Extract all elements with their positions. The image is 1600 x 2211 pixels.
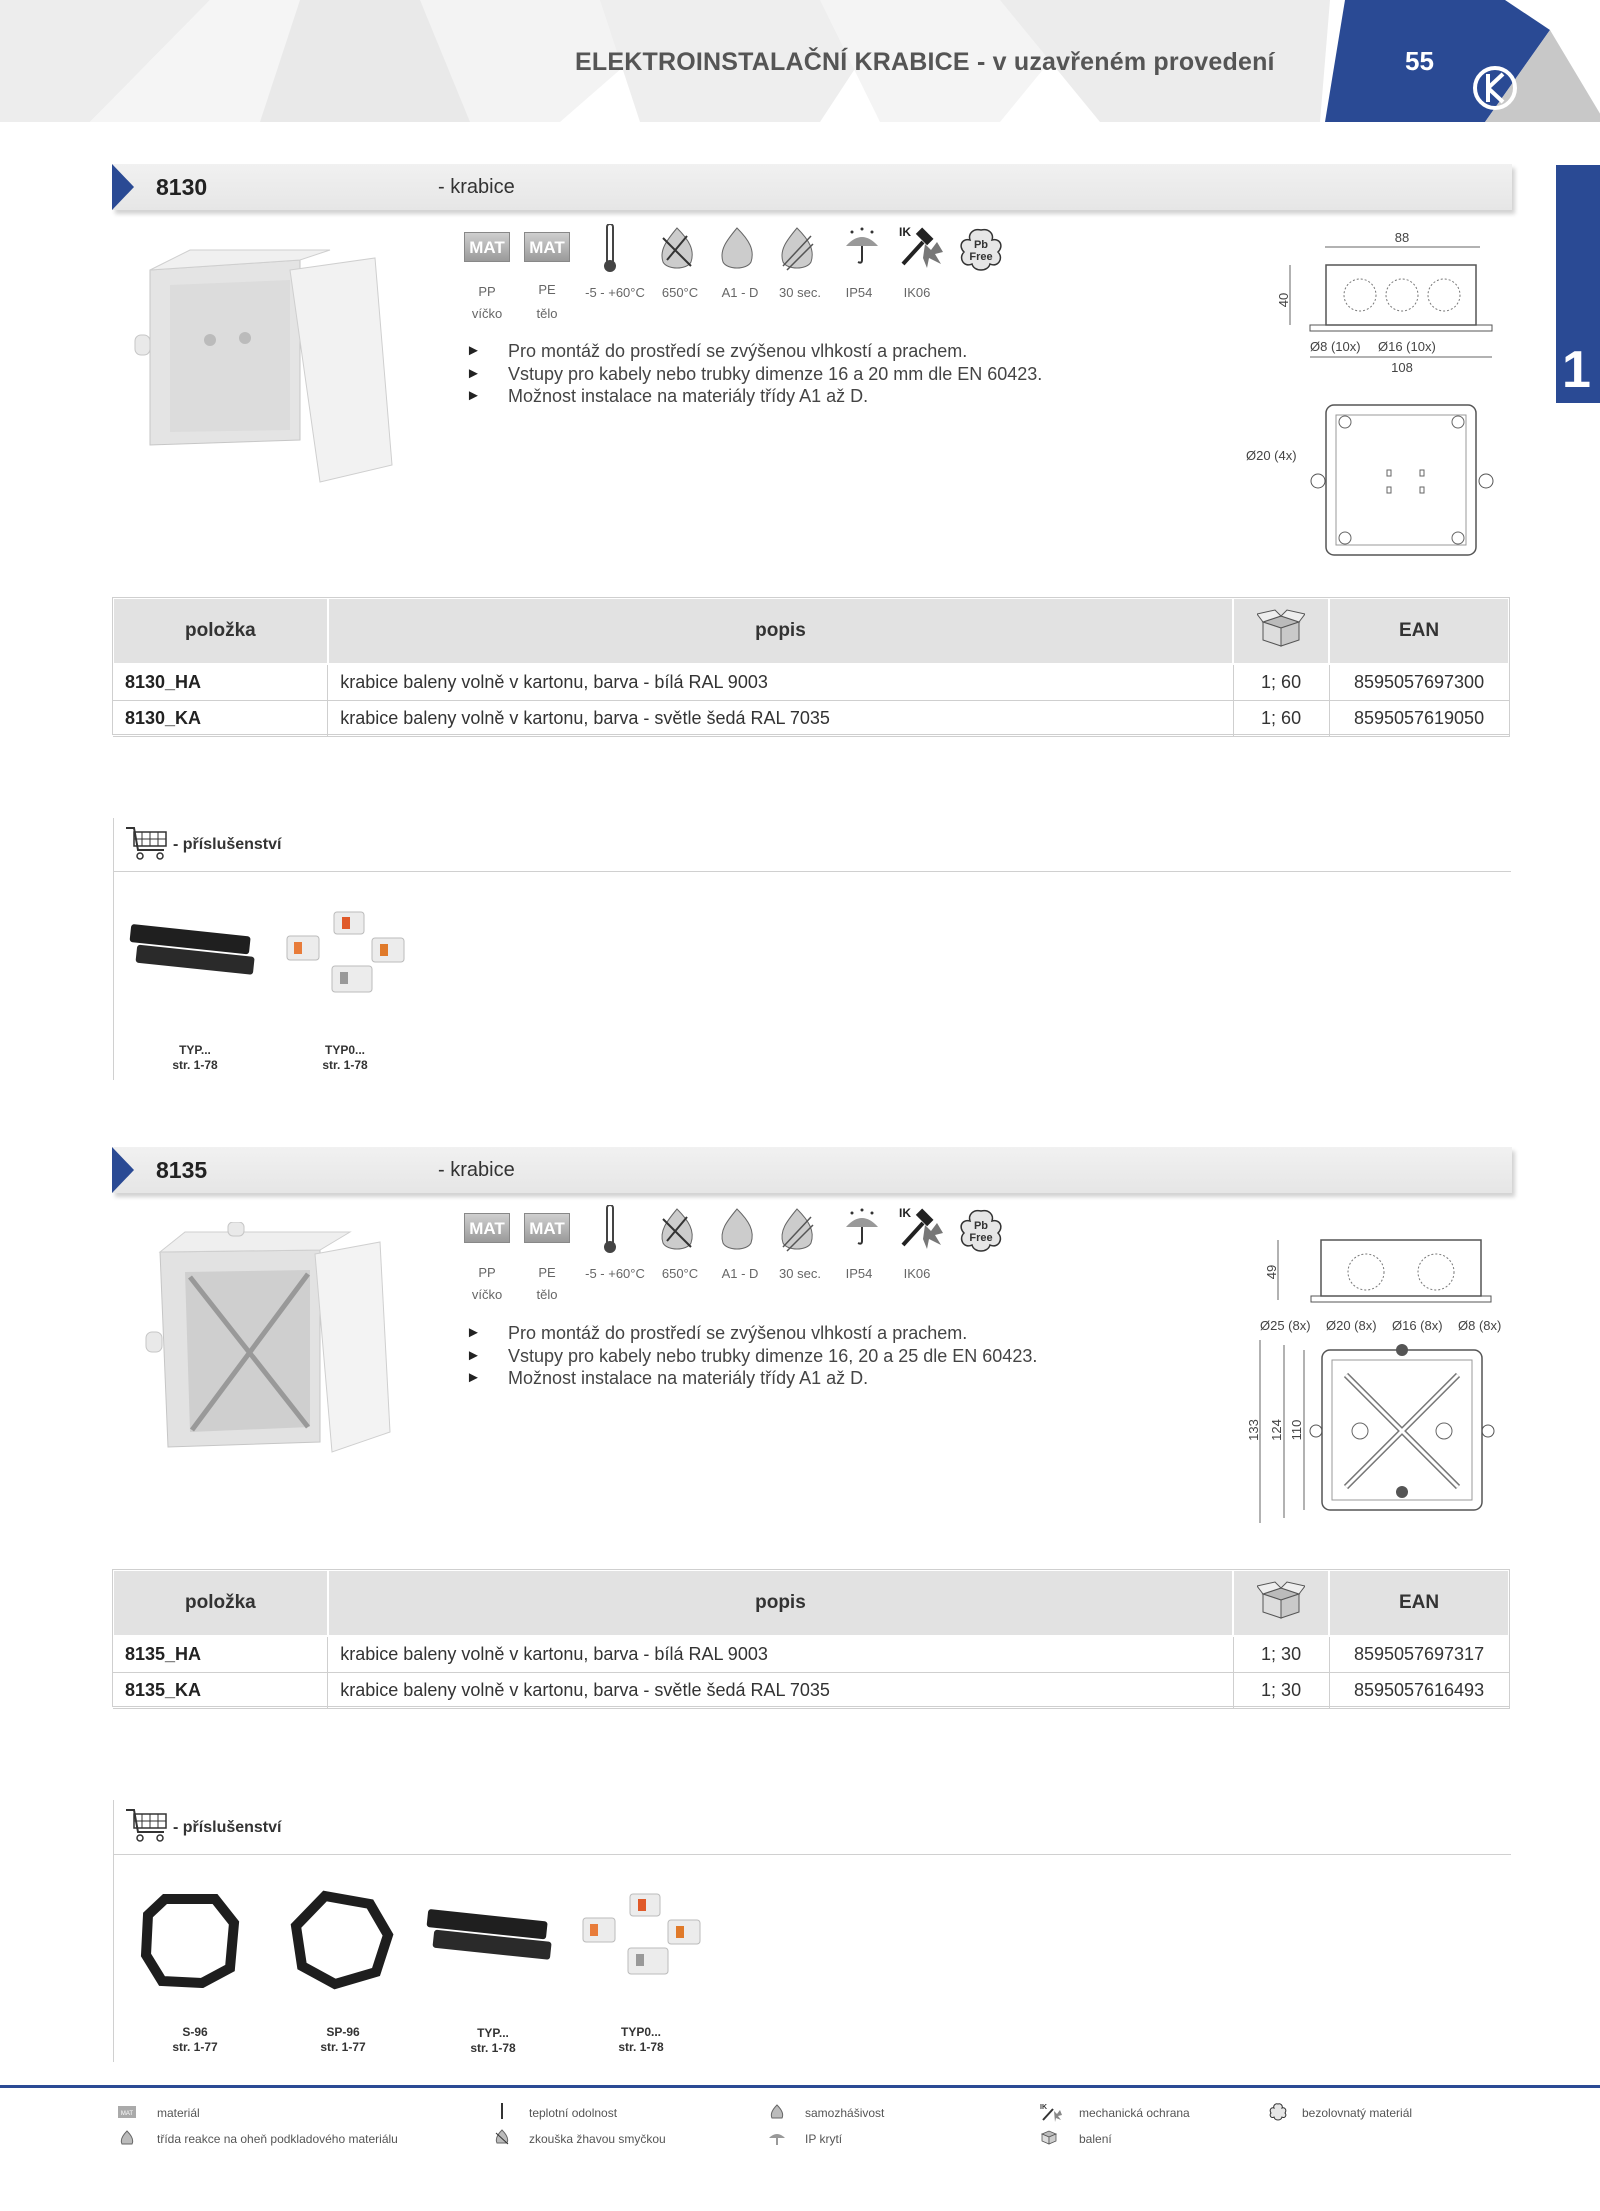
legend-mechanical: mechanická ochrana [1079,2106,1190,2120]
accessory-page: str. 1-78 [322,1058,368,1072]
self-ext-label: 30 sec. [779,1266,821,1281]
glow-wire-icon [657,226,697,272]
accessory-item[interactable] [290,1043,400,1073]
material-body-part: tělo [536,306,558,321]
svg-text:Ø8 (10x): Ø8 (10x) [1310,339,1361,354]
legend-self-ext: samozhášivost [805,2106,885,2120]
svg-text:IK: IK [899,225,911,239]
item-code: 8135_KA [113,1672,328,1708]
accessories-label: - příslušenství [173,1819,282,1836]
col-header-ean: EAN [1329,1570,1509,1636]
glow-wire-legend-icon [493,2129,511,2145]
svg-text:88: 88 [1394,230,1410,245]
product-code: 8130 [156,174,208,200]
legend-fire-reaction: třída reakce na oheň podkladového materiálu [157,2132,398,2146]
product-header-bar [112,164,1512,210]
svg-text:MAT: MAT [120,2111,134,2117]
product-table-8130 [112,597,1510,737]
product-name: - krabice [438,1159,515,1181]
product-features [466,1322,1037,1390]
ip-umbrella-icon [842,226,882,272]
terminal-strip-image [128,920,258,980]
ik-label: IK06 [903,1266,931,1281]
box-connector-sp96-image [290,1890,395,1990]
ik-label: IK06 [903,285,931,300]
accessory-item[interactable] [288,2025,398,2055]
glow-wire-icon [657,1207,697,1253]
svg-text:Pb: Pb [973,1220,989,1232]
material-lid-icon: MAT [464,1213,510,1243]
lead-free-legend-icon [1268,2102,1288,2122]
product-icons-row [462,1203,1022,1261]
thermometer-icon [602,224,618,274]
material-lid-icon: MAT [464,232,510,262]
table-row [113,1672,1509,1708]
product-header-arrow-icon [112,164,134,210]
material-lid-label: PP [478,1265,496,1280]
legend-material: materiál [157,2106,200,2120]
material-lid-part: víčko [471,1287,503,1302]
self-extinguishing-icon [777,1207,817,1253]
item-description: krabice baleny volně v kartonu, barva - světle šedá RAL 7035 [328,700,1233,736]
material-body-label: PE [538,1265,556,1280]
product-icons-row [462,222,1022,280]
mechanical-legend-icon [1040,2102,1064,2122]
accessory-page: str. 1-78 [618,2040,664,2054]
svg-text:Ø20 (8x): Ø20 (8x) [1326,1318,1377,1333]
item-code: 8130_KA [113,700,328,736]
feature-item: ► Vstupy pro kabely nebo trubky dimenze 16 a 20 mm dle EN 60423. [466,363,1042,386]
accessory-name: TYP... [477,2026,509,2040]
item-description: krabice baleny volně v kartonu, barva - bílá RAL 9003 [328,664,1233,700]
svg-text:Ø16 (10x): Ø16 (10x) [1378,339,1436,354]
product-header-bar [112,1147,1512,1193]
material-legend-icon [118,2104,136,2120]
item-description: krabice baleny volně v kartonu, barva - bílá RAL 9003 [328,1636,1233,1672]
accessory-item[interactable] [438,2026,548,2056]
accessory-page: str. 1-78 [172,1058,218,1072]
box-connector-s96-image [140,1893,240,1988]
accessories-label: - příslušenství [173,836,282,853]
accessory-name: TYP0... [620,2025,661,2039]
accessories-divider [113,818,114,1080]
accessory-item[interactable] [140,2025,250,2055]
col-header-package [1233,1570,1329,1636]
fire-reaction-legend-icon [118,2130,136,2146]
self-ext-label: 30 sec. [779,285,821,300]
fire-class-label: A1 - D [721,285,759,300]
feature-item: ► Pro montáž do prostředí se zvýšenou vlhkostí a prachem. [466,340,1042,363]
accessory-item[interactable] [140,1043,250,1073]
technical-drawing-8130 [1240,225,1510,565]
product-name: - krabice [438,176,515,198]
item-package: 1; 30 [1233,1636,1329,1672]
svg-text:Ø16 (8x): Ø16 (8x) [1392,1318,1443,1333]
package-box-icon [1257,1580,1305,1620]
page-title: ELEKTROINSTALAČNÍ KRABICE - v uzavřeném provedení [575,48,1275,76]
header-blue-corner [1325,0,1600,122]
glow-wire-label: 650°C [661,285,699,300]
wago-connectors-image [578,1890,708,1985]
col-header-item: položka [113,1570,328,1636]
item-code: 8135_HA [113,1636,328,1672]
shopping-cart-icon [124,1806,170,1844]
fire-class-label: A1 - D [721,1266,759,1281]
col-header-ean: EAN [1329,598,1509,664]
technical-drawing-8135 [1236,1230,1516,1535]
temperature-label: -5 - +60°C [585,285,645,300]
footer-divider [0,2085,1600,2088]
legend-lead-free: bezolovnatý materiál [1302,2106,1413,2120]
table-row [113,700,1509,736]
item-package: 1; 60 [1233,664,1329,700]
svg-text:49: 49 [1264,1264,1279,1280]
accessory-name: SP-96 [326,2025,360,2039]
item-description: krabice baleny volně v kartonu, barva - světle šedá RAL 7035 [328,1672,1233,1708]
self-ext-legend-icon [768,2104,786,2120]
packaging-legend-icon [1040,2129,1058,2145]
glow-wire-label: 650°C [661,1266,699,1281]
material-body-part: tělo [536,1287,558,1302]
ik-hammer-icon [897,1205,947,1255]
feature-item: ► Možnost instalace na materiály třídy A1 až D. [466,385,1042,408]
accessory-name: TYP... [179,1043,211,1057]
product-photo-8130 [130,240,400,490]
fire-class-icon [717,226,757,272]
legend-packaging: balení [1079,2132,1112,2146]
feature-item: ► Vstupy pro kabely nebo trubky dimenze 16, 20 a 25 dle EN 60423. [466,1345,1037,1368]
material-body-icon: MAT [524,1213,570,1243]
item-package: 1; 30 [1233,1672,1329,1708]
product-features [466,340,1042,408]
col-header-description: popis [328,1570,1233,1636]
feature-item: ► Možnost instalace na materiály třídy A1 až D. [466,1367,1037,1390]
temperature-legend-icon [493,2103,511,2119]
svg-text:IK: IK [1040,2104,1047,2111]
accessory-page: str. 1-77 [320,2040,366,2054]
col-header-description: popis [328,598,1233,664]
section-tab-number: 1 [1562,341,1591,399]
svg-text:Pb: Pb [973,239,989,251]
accessory-name: S-96 [182,2025,208,2039]
self-extinguishing-icon [777,226,817,272]
item-ean: 8595057619050 [1329,700,1509,736]
pb-free-icon [956,226,1006,272]
ip-legend-icon [768,2130,786,2146]
accessory-name: TYP0... [324,1043,365,1057]
col-header-package [1233,598,1329,664]
product-table-8135 [112,1569,1510,1709]
terminal-strip-image [425,1905,555,1965]
temperature-label: -5 - +60°C [585,1266,645,1281]
svg-text:Ø8 (8x): Ø8 (8x) [1458,1318,1502,1333]
svg-text:124: 124 [1269,1419,1284,1441]
svg-text:Free: Free [969,251,993,263]
legend-temperature: teplotní odolnost [529,2106,618,2120]
svg-text:Ø25 (8x): Ø25 (8x) [1260,1318,1311,1333]
material-body-label: PE [538,282,556,297]
accessories-divider [113,1854,1511,1855]
wago-connectors-image [282,908,412,1003]
ip-label: IP54 [845,1266,873,1281]
svg-text:110: 110 [1289,1419,1304,1441]
item-ean: 8595057616493 [1329,1672,1509,1708]
fire-class-icon [717,1207,757,1253]
pb-free-icon [956,1207,1006,1253]
ik-hammer-icon [897,224,947,274]
item-ean: 8595057697317 [1329,1636,1509,1672]
table-row [113,1636,1509,1672]
svg-text:Ø20 (4x): Ø20 (4x) [1246,448,1297,463]
ip-umbrella-icon [842,1207,882,1253]
legend-glow-wire: zkouška žhavou smyčkou [529,2132,666,2146]
table-row [113,664,1509,700]
svg-text:108: 108 [1391,360,1413,375]
material-lid-label: PP [478,284,496,299]
product-header-arrow-icon [112,1147,134,1193]
ip-label: IP54 [845,285,873,300]
product-code: 8135 [156,1157,208,1183]
material-body-icon: MAT [524,232,570,262]
material-lid-part: víčko [471,306,503,321]
accessory-page: str. 1-78 [470,2041,516,2055]
thermometer-icon [602,1205,618,1255]
item-ean: 8595057697300 [1329,664,1509,700]
legend-ip: IP krytí [805,2132,843,2146]
product-photo-8135 [140,1222,400,1462]
svg-text:IK: IK [899,1206,911,1220]
accessory-item[interactable] [586,2025,696,2055]
feature-item: ► Pro montáž do prostředí se zvýšenou vlhkostí a prachem. [466,1322,1037,1345]
accessories-divider [113,871,1511,872]
svg-text:40: 40 [1276,292,1291,308]
accessory-page: str. 1-77 [172,2040,218,2054]
item-code: 8130_HA [113,664,328,700]
col-header-item: položka [113,598,328,664]
shopping-cart-icon [124,824,170,862]
accessories-divider [113,1800,114,2062]
svg-text:133: 133 [1246,1419,1261,1441]
item-package: 1; 60 [1233,700,1329,736]
package-box-icon [1257,608,1305,648]
svg-text:Free: Free [969,1232,993,1244]
page-number: 55 [1405,46,1434,76]
